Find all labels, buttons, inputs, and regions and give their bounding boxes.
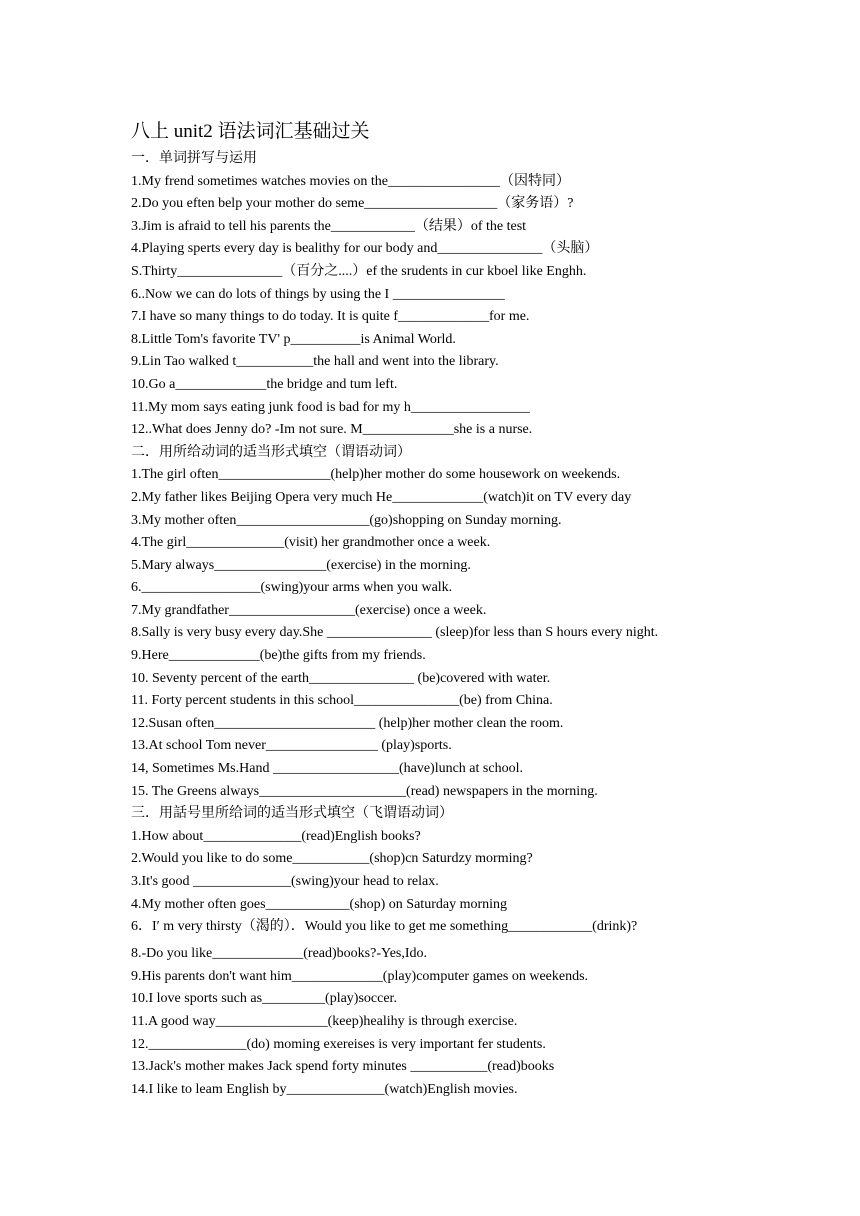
exercise-item: 8.-Do you like_____________(read)books?-Yes,Ido. [131,946,428,962]
exercise-item: 3.My mother often___________________(go)shopping on Sunday morning. [131,512,562,528]
exercise-item: 9.His parents don't want him_____________(play)computer games on weekends. [131,968,589,984]
exercise-item: 11.My mom says eating junk food is bad for my h_________________ [131,399,530,415]
exercise-item: 9.Here_____________(be)the gifts from my friends. [131,648,426,664]
exercise-item: 11.A good way________________(keep)healihy is through exercise. [131,1013,518,1029]
exercise-item: 10.Go a_____________the bridge and tum left. [131,376,398,392]
exercise-item: 3.Jim is afraid to tell his parents the____________（结果）of the test [131,218,527,234]
exercise-item: 2.Do you eften belp your mother do seme___________________（家务语）? [131,196,574,212]
exercise-item: 8.Little Tom's favorite TV' p__________is Animal World. [131,331,456,347]
exercise-item: 10.I love sports such as_________(play)soccer. [131,991,397,1007]
exercise-item: 6．I′ m very thirsty（渴的）．Would you like to get me something____________(drink)? [131,919,638,935]
exercise-item: 4.My mother often goes____________(shop) on Saturday morning [131,896,508,912]
exercise-item: 12.Susan often_______________________ (help)her mother clean the room. [131,715,564,731]
exercise-item: 1.The girl often________________(help)her mother do some housework on weekends. [131,467,621,483]
exercise-item: 6..Now we can do lots of things by using the I ________________ [131,286,505,302]
exercise-item: 12.______________(do) moming exereises is very important fer students. [131,1036,546,1052]
exercise-item: 12..What does Jenny do? -Im not sure. M_____________she is a nurse. [131,422,533,438]
exercise-item: 13.Jack's mother makes Jack spend forty minutes ___________(read)books [131,1059,555,1075]
exercise-item: 10. Seventy percent of the earth_______________ (be)covered with water. [131,670,551,686]
exercise-item: 15. The Greens always_____________________(read) newspapers in the morning. [131,783,598,799]
exercise-item: 1.How about______________(read)English books? [131,828,421,844]
exercise-item: 9.Lin Tao walked t___________the hall and went into the library. [131,354,499,370]
exercise-item: 5.Mary always________________(exercise) in the morning. [131,557,471,573]
exercise-item: 4.The girl______________(visit) her grandmother once a week. [131,535,491,551]
exercise-item: 13.At school Tom never________________ (play)sports. [131,738,452,754]
exercise-item: 4.Playing sperts every day is bealithy for our body and_______________（头脑） [131,241,599,257]
exercise-item: 6._________________(swing)your arms when you walk. [131,580,453,596]
exercise-item: 11. Forty percent students in this school_______________(be) from China. [131,693,553,709]
exercise-item: 2.My father likes Beijing Opera very much He_____________(watch)it on TV every day [131,489,632,505]
exercise-item: 8.Sally is very busy every day.She _______________ (sleep)for less than S hours every night. [131,625,659,641]
exercise-item: 1.My frend sometimes watches movies on the________________（因特同） [131,173,571,189]
exercise-item: 3.It's good ______________(swing)your head to relax. [131,874,439,889]
page-title: 八上 unit2 语法词汇基础过关 [131,121,370,142]
exercise-item: 7.I have so many things to do today. It is quite f_____________for me. [131,309,530,325]
worksheet-body [131,148,851,1101]
exercise-item: 7.My grandfather__________________(exercise) once a week. [131,602,487,618]
exercise-item: 14, Sometimes Ms.Hand __________________(have)lunch at school. [131,761,523,777]
section-heading: 二．用所给动词的适当形式填空（谓语动词） [131,444,411,460]
exercise-item: S.Thirty_______________（百分之....）ef the srudents in cur kboel like Enghh. [131,263,587,279]
exercise-item: 2.Would you like to do some___________(shop)cn Saturdzy morming? [131,851,533,867]
exercise-item: 14.I like to leam English by______________(watch)English movies. [131,1081,518,1097]
section-heading: 一．单词拼写与运用 [131,151,257,166]
section-heading: 三．用話号里所给词的适当形式填空（飞谓语动词） [131,806,453,822]
